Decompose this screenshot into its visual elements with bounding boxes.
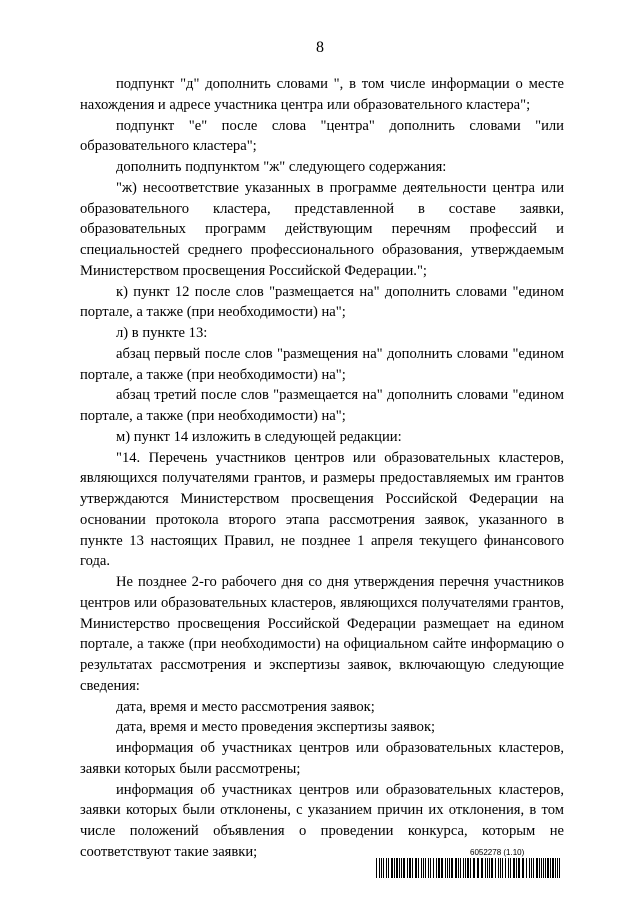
paragraph: абзац первый после слов "размещения на" дополнить словами "едином портале, а также (при необходимости) на"; — [80, 345, 564, 383]
paragraph: информация об участниках центров или образовательных кластеров, заявки которых были рассмотрены; — [80, 740, 564, 777]
paragraph: л) в пункте 13: — [116, 325, 208, 341]
paragraph: дата, время и место рассмотрения заявок; — [116, 698, 375, 715]
paragraph: подпункт "д" дополнить словами ", в том числе информации о месте нахождения и адресе участника центра или образовательного кластера"; — [80, 76, 564, 113]
paragraph: м) пункт 14 изложить в следующей редакции: — [116, 428, 402, 445]
document-code: 6052278 (1.10) — [470, 848, 525, 857]
paragraph: информация об участниках центров или образовательных кластеров, заявки которых были отклонены, с указанием причин их отклонения, в том числе положений объявления о проведении конкурса, которым не соответствуют такие заявки; — [80, 781, 564, 860]
paragraph: Не позднее 2-го рабочего дня со дня утверждения перечня участников центров или образовательных кластеров, являющихся получателями грантов, Министерство просвещения Российской Федерации размещает на едином портале, а также (при необходимости) на официальном сайте информацию о результатах рассмотрения и экспертизы заявок, включающую следующие сведения: — [80, 574, 564, 694]
barcode — [376, 858, 562, 878]
paragraph: "ж) несоответствие указанных в программе деятельности центра или образовательного кластера, представленной в составе заявки, образовательных программ действующим перечням профессий и специальностей среднего профессионального образования, утверждаемым Министерством просвещения Российской Федерации."; — [80, 179, 564, 279]
document-body — [80, 74, 564, 863]
paragraph: дополнить подпунктом "ж" следующего содержания: — [116, 159, 447, 175]
paragraph: абзац третий после слов "размещается на" дополнить словами "едином портале, а также (при необходимости) на"; — [80, 387, 564, 424]
paragraph: "14. Перечень участников центров или образовательных кластеров, являющихся получателями грантов, и размеры предоставляемых им грантов утверждаются Министерством просвещения Российской Федерации на основании протокола второго этапа рассмотрения заявок, указанного в пункте 13 настоящих Правил, не позднее 1 апреля текущего финансового года. — [80, 449, 564, 570]
paragraph: подпункт "е" после слова "центра" дополнить словами "или образовательного кластера"; — [80, 117, 564, 155]
page-number: 8 — [316, 39, 324, 56]
paragraph: дата, время и место проведения экспертизы заявок; — [116, 719, 436, 736]
paragraph: к) пункт 12 после слов "размещается на" дополнить словами "едином портале, а также (при необходимости) на"; — [80, 283, 564, 321]
